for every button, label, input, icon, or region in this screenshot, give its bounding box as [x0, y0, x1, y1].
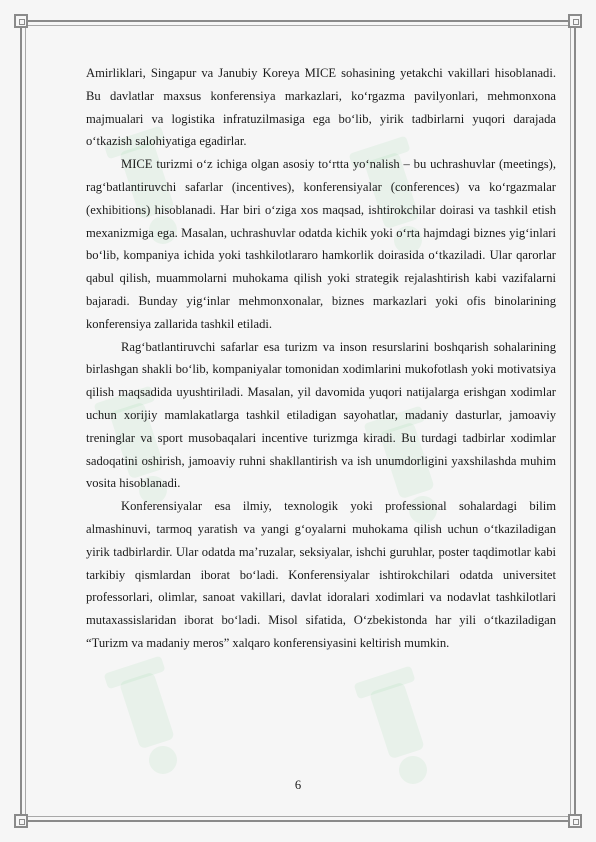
paragraph-conferences: Konferensiyalar esa ilmiy, texnologik yoki professional sohalardagi bilim almashinuvi, tarmoq yaratish va yangi g‘oyalarni muhokama qilish uchun o‘tkaziladigan yirik tadbirlardir. Ular odatda ma’ruzalar, seksiyalar, ishchi guruhlar, poster taqdimotlar kabi tarkibiy qismlardan iborat bo‘ladi. Konferensiyalar ishtirokchilari odatda universitet professorlari, olimlar, sanoat vakillari, davlat idoralari xodimlari va nodavlat tashkilotlari mutaxassislaridan iborat bo‘ladi. Misol sifatida, O‘zbekistonda har yili o‘tkaziladigan “Turizm va madaniy meros” xalqaro konferensiyasini keltirish mumkin.: [86, 499, 556, 650]
frame-corner-bottom-right: [568, 814, 582, 828]
paragraph-continued: Amirliklari, Singapur va Janubiy Koreya MICE sohasining yetakchi vakillari hisoblanadi. Bu davlatlar maxsus konferensiya markazlari, ko‘rgazma pavilyonlari, mehmonxona majmualari va logistika infratuzilmasiga ega bo‘lib, yirik tadbirlarni yuqori darajada o‘tkazish salohiyatiga egadirlar.: [86, 66, 556, 149]
document-body: [86, 62, 556, 655]
paragraph-mice-directions: MICE turizmi o‘z ichiga olgan asosiy to‘rtta yo‘nalish – bu uchrashuvlar (meetings), rag‘batlantiruvchi safarlar (incentives), konferensiyalar (conferences) va ko‘rgazmalar (exhibitions) hisoblanadi. Har biri o‘ziga xos maqsad, ishtirokchilar doirasi va tashkil etish mexanizmiga ega. Masalan, uchrashuvlar odatda kichik yoki o‘rta hajmdagi biznes yig‘inlari bo‘lib, kompaniya ichida yoki tashkilotlararo hamkorlik doirasida o‘tkaziladi. Ular qarorlar qabul qilish, muammolarni muhokama qilish yoki strategik rejalashtirish kabi vazifalarni bajaradi. Bunday yig‘inlar mehmonxonalar, biznes markazlari yoki ofis binolarining konferensiya zallarida tashkil etiladi.: [86, 157, 556, 331]
page-number: 6: [294, 778, 302, 792]
frame-corner-top-left: [14, 14, 28, 28]
frame-corner-top-right: [568, 14, 582, 28]
frame-corner-bottom-left: [14, 814, 28, 828]
paragraph-incentives: Rag‘batlantiruvchi safarlar esa turizm va inson resurslarini boshqarish sohalarining birlashgan shakli bo‘lib, kompaniyalar tomonidan xodimlarini mukofotlash yoki motivatsiya qilish maqsadida uyushtiriladi. Masalan, yil davomida yuqori natijalarga erishgan xodimlar uchun xorijiy mamlakatlarga tashkil etiladigan sayohatlar, madaniy dasturlar, jamoaviy treninglar va sport musobaqalari incentive turizmga kiradi. Bu turdagi tadbirlar xodimlar sadoqatini oshirish, jamoaviy ruhni shakllantirish va ish unumdorligini yaxshilashda muhim vosita hisoblanadi.: [86, 339, 556, 491]
